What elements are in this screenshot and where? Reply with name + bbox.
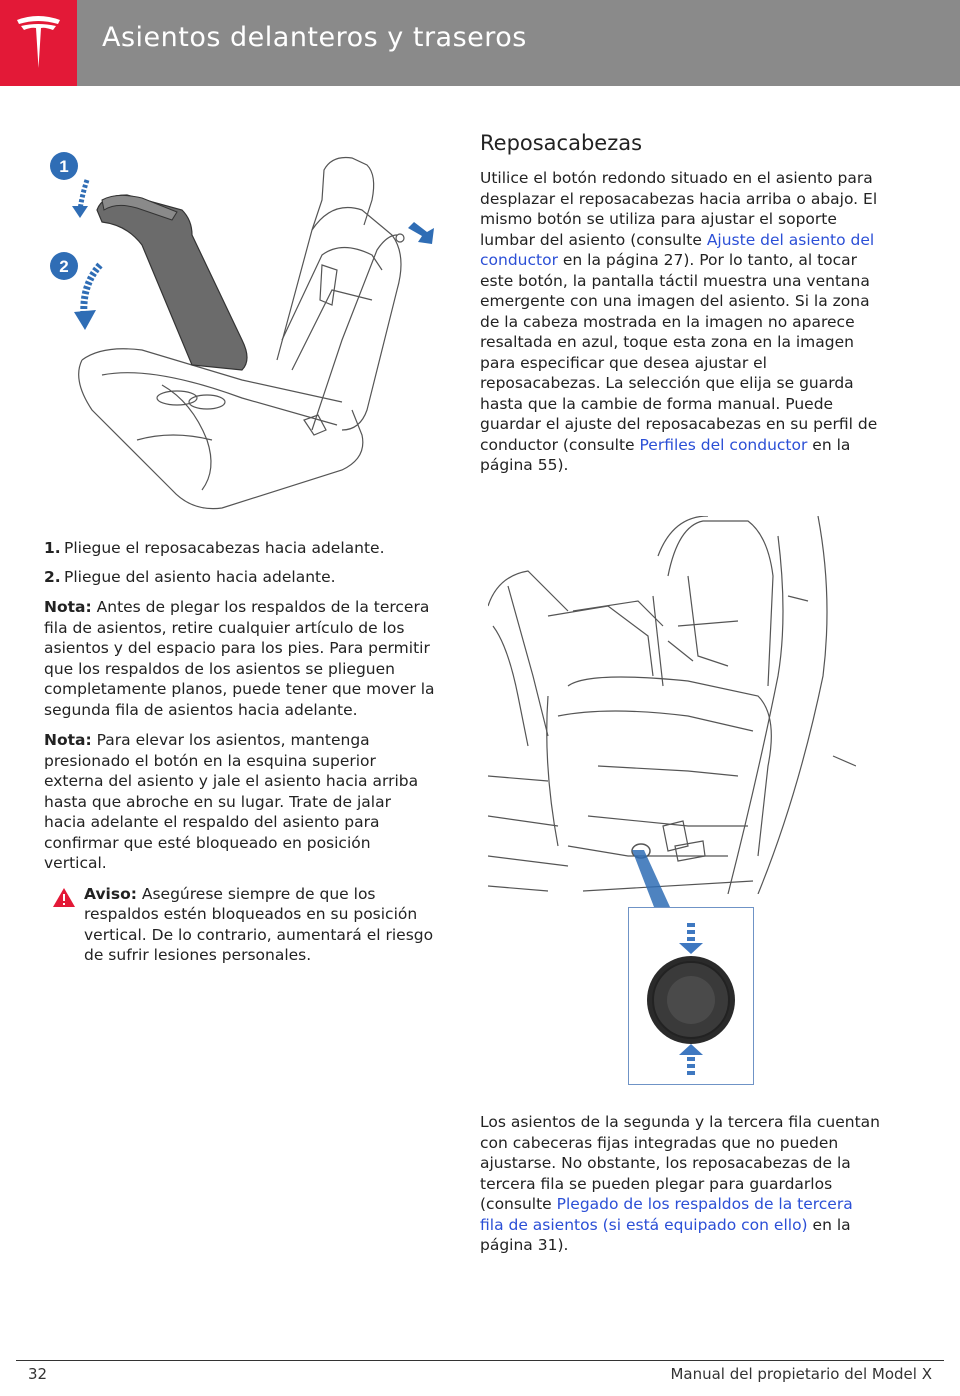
seat-folding-illustration (42, 140, 442, 512)
section-heading: Reposacabezas (480, 131, 643, 155)
note-raising: Nota: Para elevar los asientos, mantenga presionado el botón en la esquina superior externa del asiento y jale el asiento hacia arriba hasta que abroche en su lugar. Trate de jalar hacia adelante el respaldo del asiento para confirmar que esté bloqueado en posición vertical. (44, 731, 419, 872)
front-seat-button-illustration (488, 516, 856, 894)
manual-title: Manual del propietario del Model X (670, 1365, 932, 1383)
note-folding: Nota: Antes de plegar los respaldos de la tercera fila de asientos, retire cualquier artículo de los asientos y del espacio para los pies. Para permitir que los respaldos de los asientos se plieguen completamente planos, puede tener que mover la segunda fila de asientos hacia adelante. (44, 598, 435, 719)
list-item: 1. Pliegue el reposacabezas hacia adelante. (44, 539, 385, 557)
headrest-paragraph: Utilice el botón redondo situado en el asiento para desplazar el reposacabezas hacia arriba o abajo. El mismo botón se utiliza para ajustar el soporte lumbar del asiento (consulte Ajuste del asiento del conductor en la página 27). Por lo tanto, al tocar este botón, la pantalla táctil muestra una ventana emergente con una imagen del asiento. Si la zona de la cabeza mostrada en la imagen no aparece resaltada en azul, toque esta zona en la imagen para especificar que desea ajustar el reposacabezas. La selección que elija se guarda hasta que la cambie de forma manual. Puede guardar el ajuste del reposacabezas en su perfil de conductor (consulte Perfiles del conductor en la página 55). (480, 169, 878, 474)
round-button-icon (629, 908, 753, 1084)
left-column (44, 538, 436, 966)
list-item: 2. Pliegue del asiento hacia adelante. (44, 567, 336, 586)
callout-pointer (610, 850, 690, 910)
page-title: Asientos delanteros y traseros (102, 22, 527, 53)
fixed-headrest-paragraph: Los asientos de la segunda y la tercera fila cuentan con cabeceras fijas integradas que no pueden ajustarse. No obstante, los reposacabezas de la tercera fila se pueden plegar para guardarlos (consulte Plegado de los respaldos de la tercera fila de asientos (si está equipado con ello) en la página 31). (480, 1113, 880, 1254)
callout-2: 2 (59, 257, 69, 276)
page-header (0, 0, 960, 86)
link-plegado-respaldos[interactable]: Plegado de los respaldos de la tercera fila de asientos (si está equipado con ello) (480, 1195, 853, 1234)
right-column (480, 130, 880, 486)
link-perfiles-conductor[interactable]: Perfiles del conductor (639, 435, 808, 454)
link-ajuste-asiento[interactable]: Ajuste del asiento del conductor (480, 230, 875, 269)
page-number: 32 (28, 1365, 48, 1383)
headrest-button-zoom (628, 907, 754, 1085)
warning-box: Aviso: Asegúrese siempre de que los respaldos estén bloqueados en su posición vertical. De lo contrario, aumentará el riesgo de sufrir lesiones personales. (44, 884, 436, 966)
callout-1: 1 (59, 157, 69, 176)
tesla-logo-icon (15, 12, 62, 72)
footer-divider (16, 1360, 944, 1361)
tesla-logo (0, 0, 77, 86)
warning-triangle-icon (52, 887, 76, 908)
